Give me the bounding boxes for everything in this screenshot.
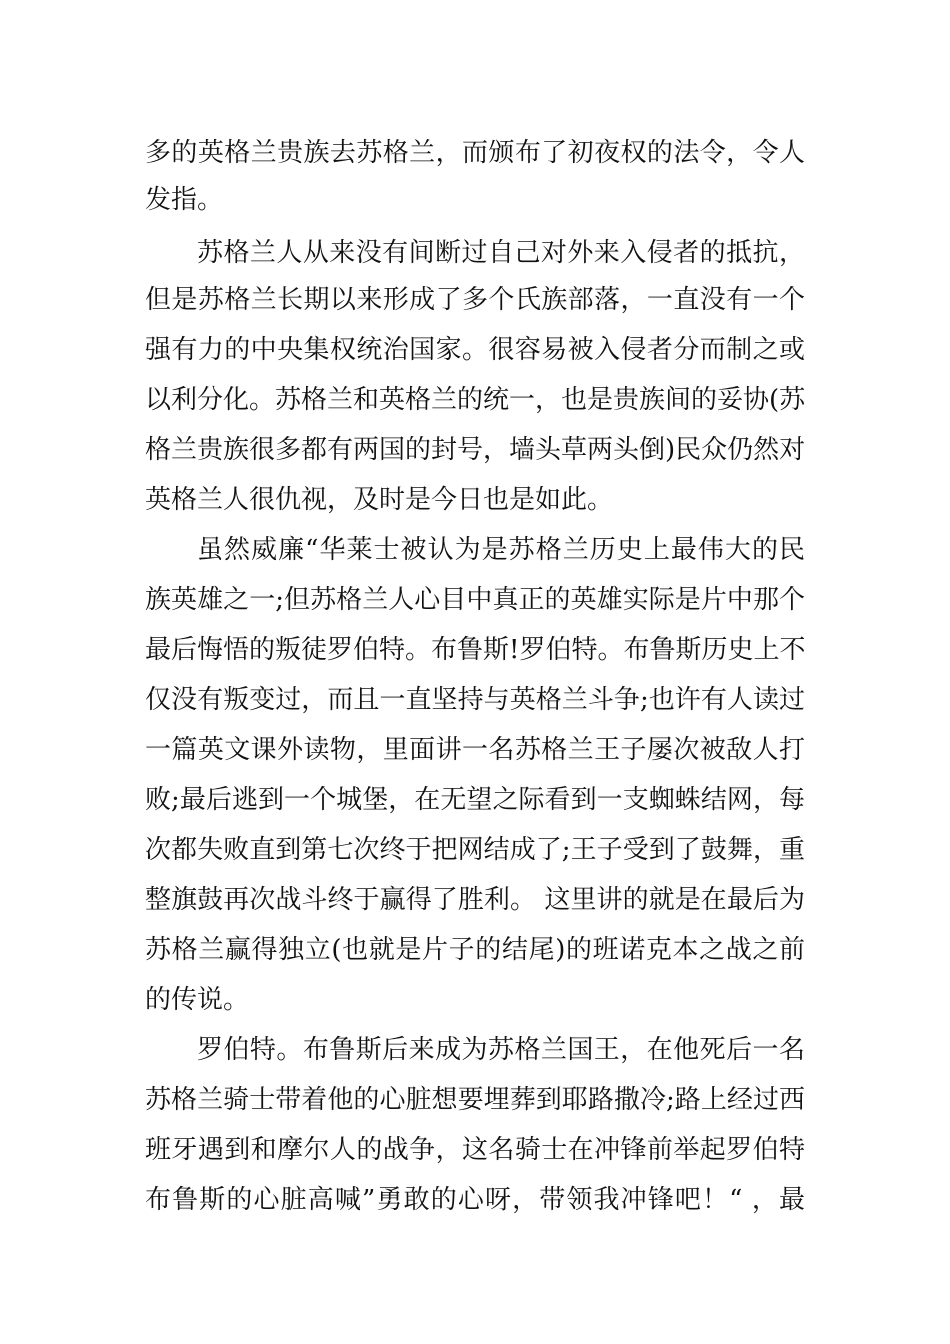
text-line: 班牙遇到和摩尔人的战争，这名骑士在冲锋前举起罗伯特 (145, 1135, 805, 1165)
text-line: 英格兰人很仇视，及时是今日也是如此。 (145, 485, 614, 515)
text-line: 一篇英文课外读物，里面讲一名苏格兰王子屡次被敌人打 (145, 735, 805, 765)
text-line: 苏格兰赢得独立(也就是片子的结尾)的班诺克本之战之前 (145, 935, 805, 965)
text-line: 强有力的中央集权统治国家。很容易被入侵者分而制之或 (145, 335, 805, 365)
text-line: 多的英格兰贵族去苏格兰，而颁布了初夜权的法令，令人 (145, 138, 805, 168)
text-line: 罗伯特。布鲁斯后来成为苏格兰国王，在他死后一名 (197, 1035, 805, 1065)
text-line: 的传说。 (145, 985, 250, 1015)
text-line: 苏格兰人从来没有间断过自己对外来入侵者的抵抗， (197, 238, 805, 268)
text-line: 最后悔悟的叛徒罗伯特。布鲁斯!罗伯特。布鲁斯历史上不 (145, 635, 806, 665)
text-line: 以利分化。苏格兰和英格兰的统一，也是贵族间的妥协(苏 (145, 385, 806, 415)
text-line: 虽然威廉“华莱士被认为是苏格兰历史上最伟大的民 (197, 535, 805, 565)
text-line: 仅没有叛变过，而且一直坚持与英格兰斗争;也许有人读过 (145, 685, 805, 715)
text-line: 族英雄之一;但苏格兰人心目中真正的英雄实际是片中那个 (145, 585, 805, 615)
text-line: 发指。 (145, 185, 224, 215)
text-line: 格兰贵族很多都有两国的封号，墙头草两头倒)民众仍然对 (145, 435, 806, 465)
text-line: 但是苏格兰长期以来形成了多个氏族部落，一直没有一个 (145, 285, 805, 315)
text-line: 整旗鼓再次战斗终于赢得了胜利。 这里讲的就是在最后为 (145, 885, 805, 915)
text-line: 败;最后逃到一个城堡，在无望之际看到一支蜘蛛结网，每 (145, 785, 805, 815)
text-line: 布鲁斯的心脏高喊”勇敢的心呀，带领我冲锋吧！“ ，最 (145, 1185, 805, 1215)
text-line: 次都失败直到第七次终于把网结成了;王子受到了鼓舞，重 (145, 835, 805, 865)
text-line: 苏格兰骑士带着他的心脏想要埋葬到耶路撒冷;路上经过西 (145, 1085, 805, 1115)
